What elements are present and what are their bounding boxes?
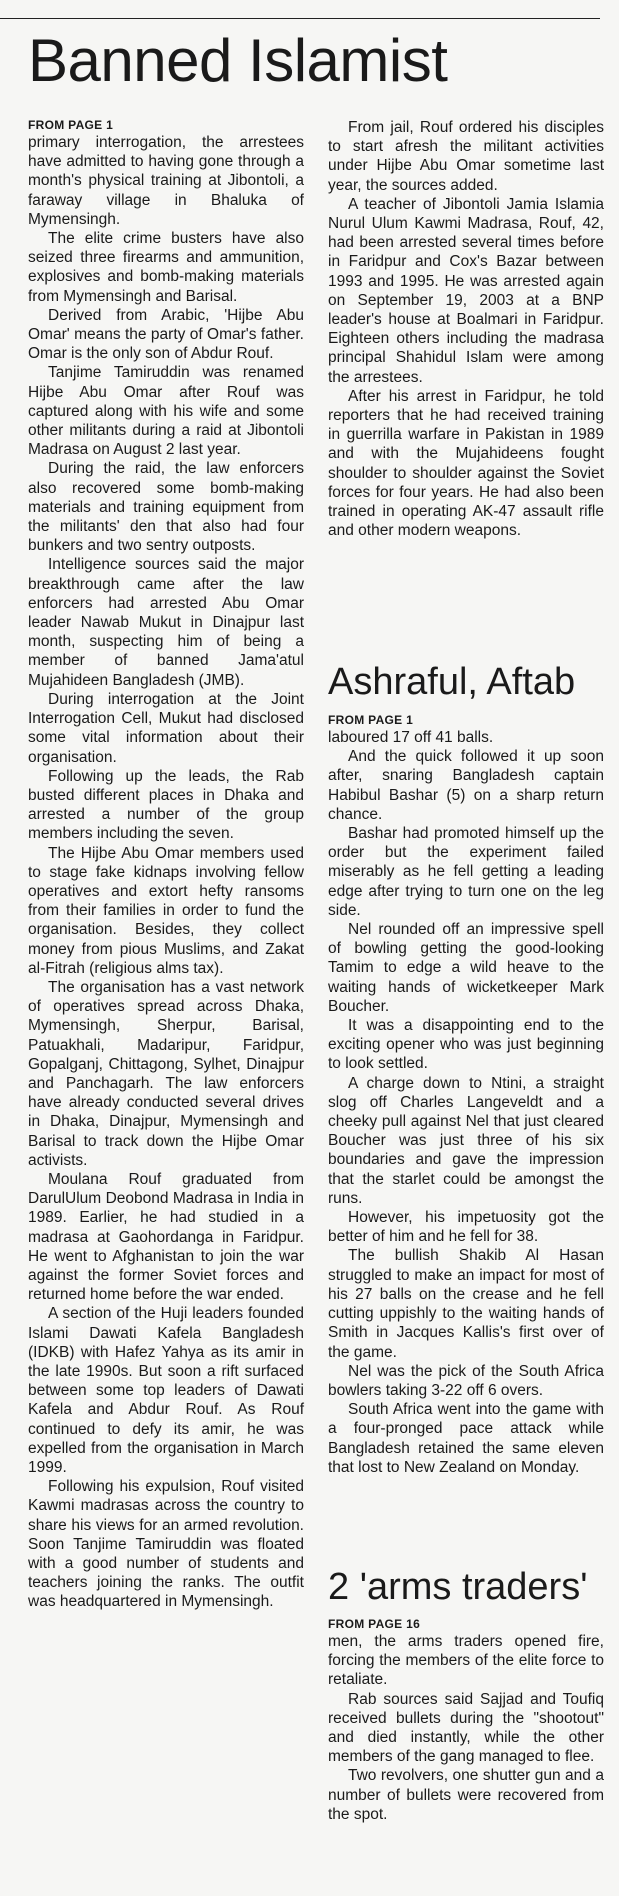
article-paragraph: The organisation has a vast network of operatives spread across Dhaka, Mymensingh, Sherpur, Barisal, Patuakhali, Madaripur, Faridpur, Gopalganj, Chittagong, Sylhet, Dinajpur and Panchagarh. The law enforcers have already conducted several drives in Dhaka, Dinajpur, Mymensingh and Barisal to track down the Hijbe Omar activists. xyxy=(28,978,304,1169)
from-page-label: FROM PAGE 1 xyxy=(328,713,414,727)
headline-arms-traders: 2 'arms traders' xyxy=(328,1566,588,1608)
article-paragraph: Derived from Arabic, 'Hijbe Abu Omar' means the party of Omar's father. Omar is the only son of Abdur Rouf. xyxy=(28,306,304,363)
article-paragraph: Nel rounded off an impressive spell of bowling getting the good-looking Tamim to edge a wild heave to the waiting hands of wicketkeeper Mark Boucher. xyxy=(328,921,604,1015)
top-rule xyxy=(0,18,600,19)
story-ashraful-column xyxy=(328,713,604,1477)
article-paragraph: After his arrest in Faridpur, he told reporters that he had received training in guerrilla warfare in Pakistan in 1989 and with the Mujahideens fought shoulder to shoulder against the Soviet forces for four years. He had also been trained in operating AK-47 assault rifle and other modern weapons. xyxy=(328,387,604,540)
article-paragraph: Following his expulsion, Rouf visited Kawmi madrasas across the country to share his views for an armed revolution. Soon Tanjime Tamiruddin was floated with a good number of students and teachers joining the ranks. The outfit was headquartered in Mymensingh. xyxy=(28,1478,304,1611)
article-paragraph: Two revolvers, one shutter gun and a number of bullets were recovered from the spot. xyxy=(328,1767,604,1823)
story-ashraful-body xyxy=(328,728,604,1477)
article-paragraph: Moulana Rouf graduated from DarulUlum Deobond Madrasa in India in 1989. Earlier, he had studied in a madrasa at Gaohordanga in Faridpur. He went to Afghanistan to join the war against the former Soviet forces and returned home before the war ended. xyxy=(28,1170,304,1304)
story-banned-left-column xyxy=(28,118,304,1612)
story-arms-body xyxy=(328,1632,604,1824)
article-paragraph: South Africa went into the game with a four-pronged pace attack while Bangladesh retained the same eleven that lost to New Zealand on Monday. xyxy=(328,1401,604,1476)
article-paragraph: From jail, Rouf ordered his disciples to start afresh the militant activities under Hijbe Abu Omar sometime last year, the sources added. xyxy=(328,119,604,194)
article-paragraph: Following up the leads, the Rab busted different places in Dhaka and arrested a number of the group members including the seven. xyxy=(28,767,304,843)
article-paragraph: And the quick followed it up soon after, snaring Bangladesh captain Habibul Bashar (5) on a sharp return chance. xyxy=(328,748,604,823)
article-paragraph: primary interrogation, the arrestees have admitted to having gone through a month's physical training at Jibontoli, a faraway village in Bhaluka of Mymensingh. xyxy=(28,134,304,228)
article-paragraph: Bashar had promoted himself up the order but the experiment failed miserably as he fell getting a leading edge after trying to turn one on the leg side. xyxy=(328,825,604,919)
headline-banned-islamist: Banned Islamist xyxy=(28,27,448,94)
story-banned-right-body xyxy=(328,118,604,540)
article-paragraph: Nel was the pick of the South Africa bowlers taking 3-22 off 6 overs. xyxy=(328,1362,604,1399)
article-paragraph: laboured 17 off 41 balls. xyxy=(328,729,494,746)
article-paragraph: Intelligence sources said the major breakthrough came after the law enforcers had arrested Abu Omar leader Nawab Mukut in Dinajpur last month, suspecting him of being a member of banned Jama'atul Mujahideen Bangladesh (JMB). xyxy=(28,556,304,689)
headline-ashraful-aftab: Ashraful, Aftab xyxy=(328,661,576,703)
article-paragraph: It was a disappointing end to the exciting opener who was just beginning to look settled. xyxy=(328,1017,604,1073)
article-paragraph: Rab sources said Sajjad and Toufiq received bullets during the "shootout" and died instantly, while the other members of the gang managed to flee. xyxy=(328,1690,604,1766)
story-banned-left-body xyxy=(28,133,304,1612)
from-page-label: FROM PAGE 1 xyxy=(28,118,114,132)
article-paragraph: During interrogation at the Joint Interrogation Cell, Mukut had disclosed some vital information about their organisation. xyxy=(28,690,304,766)
article-paragraph: During the raid, the law enforcers also recovered some bomb-making materials and training equipment from the militants' den that also had four bunkers and two sentry outposts. xyxy=(28,460,304,555)
article-paragraph: The bullish Shakib Al Hasan struggled to make an impact for most of his 27 balls on the crease and he fell cutting uppishly to the waiting hands of Smith in Jacques Kallis's first over of the game. xyxy=(328,1247,604,1361)
from-page-label: FROM PAGE 16 xyxy=(328,1617,421,1631)
article-paragraph: A charge down to Ntini, a straight slog off Charles Langeveldt and a cheeky pull against Nel that just cleared Boucher was just three of his six boundaries and gave the impression that the starlet could be amongst the runs. xyxy=(328,1074,604,1207)
story-banned-right-column xyxy=(328,118,604,540)
article-paragraph: A section of the Huji leaders founded Islami Dawati Kafela Bangladesh (IDKB) with Hafez Yahya as its amir in the late 1990s. But soon a rift surfaced between some top leaders of Dawati Kafela and Abdur Rouf. As Rouf continued to defy its amir, he was expelled from the organisation in March 1999. xyxy=(28,1305,304,1477)
article-paragraph: A teacher of Jibontoli Jamia Islamia Nurul Ulum Kawmi Madrasa, Rouf, 42, had been arrested several times before in Faridpur and Cox's Bazar between 1993 and 1995. He was arrested again on September 19, 2003 at a BNP leader's house at Boalmari in Faridpur. Eighteen others including the madrasa principal Shahidul Islam were among the arrestees. xyxy=(328,195,604,386)
article-paragraph: The elite crime busters have also seized three firearms and ammunition, explosives and bomb-making materials from Mymensingh and Barisal. xyxy=(28,230,304,305)
story-arms-column xyxy=(328,1617,604,1824)
article-paragraph: The Hijbe Abu Omar members used to stage fake kidnaps involving fellow operatives and extort hefty ransoms from their families in order to fund the organisation. Besides, they collect money from pious Muslims, and Zakat al-Fitrah (religious alms tax). xyxy=(28,844,304,977)
article-paragraph: men, the arms traders opened fire, forcing the members of the elite force to retaliate. xyxy=(328,1633,604,1689)
article-paragraph: Tanjime Tamiruddin was renamed Hijbe Abu Omar after Rouf was captured along with his wife and some other militants during a raid at Jibontoli Madrasa on August 2 last year. xyxy=(28,364,304,459)
article-paragraph: However, his impetuosity got the better of him and he fell for 38. xyxy=(328,1209,604,1246)
